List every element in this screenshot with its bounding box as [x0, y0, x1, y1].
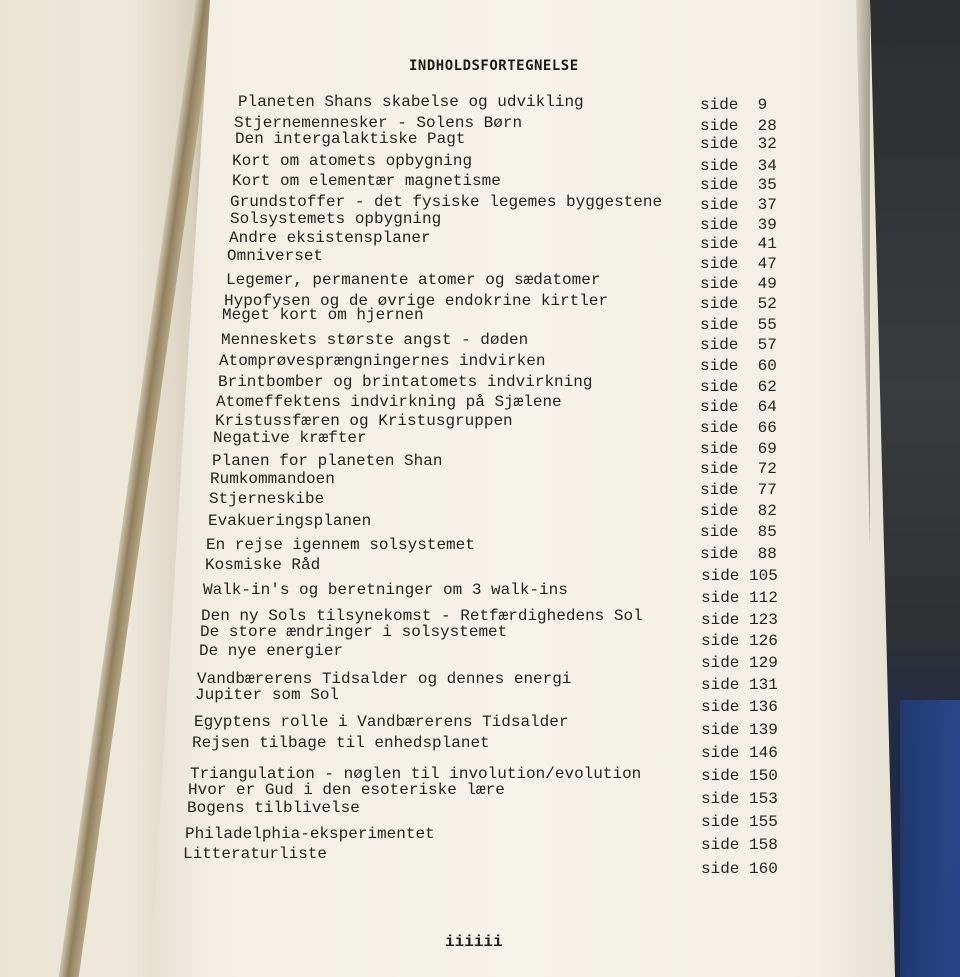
toc-entry-title: Grundstoffer - det fysiske legemes byggestene — [230, 193, 663, 211]
toc-entry-page: side 55 — [700, 316, 777, 334]
toc-entry-page: side 49 — [700, 275, 777, 293]
toc-entry-page: side 60 — [700, 357, 777, 375]
toc-entry-page: side 129 — [701, 654, 778, 672]
toc-entry-title: De store ændringer i solsystemet — [200, 623, 508, 641]
toc-entry-page: side 105 — [701, 567, 778, 585]
toc-entry-title: De nye energier — [199, 642, 344, 660]
toc-entry-title: Stjerneskibe — [209, 490, 325, 508]
toc-entry-title: Kort om atomets opbygning — [232, 152, 473, 170]
toc-entry-page: side 64 — [700, 398, 777, 416]
toc-entry-page: side 62 — [700, 378, 777, 396]
page-number-footer: iiiiii — [445, 933, 503, 951]
toc-entry-page: side 32 — [700, 135, 777, 153]
toc-entry-page: side 88 — [700, 545, 777, 563]
toc-entry-page: side 9 — [700, 96, 768, 114]
toc-entry-page: side 153 — [701, 790, 778, 808]
toc-entry-page: side 155 — [701, 813, 778, 831]
toc-entry-title: Philadelphia-eksperimentet — [185, 825, 435, 843]
toc-entry-title: Atomprøvesprængningernes indvirken — [219, 352, 546, 370]
toc-entry-title: Hvor er Gud i den esoteriske lære — [188, 781, 505, 799]
toc-entry-page: side 123 — [701, 611, 778, 629]
toc-entry-title: Andre eksistensplaner — [229, 229, 431, 247]
toc-entry-page: side 131 — [701, 676, 778, 694]
toc-entry-page: side 52 — [700, 295, 777, 313]
toc-entry-page: side 34 — [700, 157, 777, 175]
toc-entry-title: Kosmiske Råd — [205, 556, 321, 574]
toc-entry-page: side 47 — [700, 255, 777, 273]
contents-heading: INDHOLDSFORTEGNELSE — [409, 58, 579, 74]
toc-entry-title: Kort om elementær magnetisme — [232, 172, 501, 190]
toc-entry-page: side 158 — [701, 836, 778, 854]
toc-entry-title: Triangulation - nøglen til involution/evolution — [190, 765, 642, 783]
toc-entry-title: Planen for planeten Shan — [212, 452, 443, 470]
toc-entry-title: Rumkommandoen — [210, 470, 335, 488]
toc-entry-title: Jupiter som Sol — [195, 686, 340, 704]
toc-entry-title: Kristussfæren og Kristusgruppen — [215, 412, 513, 430]
toc-entry-page: side 136 — [701, 698, 778, 716]
toc-entry-title: Evakueringsplanen — [208, 512, 372, 530]
toc-entry-title: Hypofysen og de øvrige endokrine kirtler — [224, 292, 609, 310]
toc-entry-title: Bogens tilblivelse — [187, 799, 360, 817]
toc-entry-page: side 39 — [700, 216, 777, 234]
toc-entry-page: side 41 — [700, 235, 777, 253]
toc-entry-title: Brintbomber og brintatomets indvirkning — [218, 373, 593, 391]
toc-entry-title: Planeten Shans skabelse og udvikling — [238, 93, 584, 111]
toc-entry-title: Den intergalaktiske Pagt — [235, 130, 466, 148]
toc-entry-page: side 57 — [700, 336, 777, 354]
toc-entry-title: Stjernemennesker - Solens Børn — [234, 114, 523, 132]
toc-entry-title: Litteraturliste — [183, 845, 328, 863]
toc-entry-title: Negative kræfter — [213, 429, 367, 447]
toc-entry-page: side 77 — [700, 481, 777, 499]
toc-entry-page: side 160 — [701, 860, 778, 878]
toc-entry-title: Rejsen tilbage til enhedsplanet — [192, 734, 490, 752]
toc-entry-title: Omniverset — [227, 247, 324, 265]
toc-entry-title: Egyptens rolle i Vandbærerens Tidsalder — [194, 713, 569, 731]
toc-entry-title: Den ny Sols tilsynekomst - Retfærdighedens Sol — [201, 607, 643, 625]
toc-entry-page: side 82 — [700, 502, 777, 520]
toc-entry-page: side 69 — [700, 440, 777, 458]
toc-entry-page: side 126 — [701, 632, 778, 650]
toc-entry-page: side 139 — [701, 721, 778, 739]
toc-entry-page: side 37 — [700, 196, 777, 214]
background-blue-object — [900, 700, 960, 977]
toc-entry-title: Legemer, permanente atomer og sædatomer — [226, 271, 601, 289]
toc-entry-title: Menneskets største angst - døden — [221, 331, 529, 349]
toc-entry-page: side 85 — [700, 523, 777, 541]
toc-entry-page: side 35 — [700, 176, 777, 194]
toc-entry-title: Walk-in's og beretninger om 3 walk-ins — [203, 581, 568, 599]
toc-entry-title: Meget kort om hjernen — [222, 306, 424, 324]
toc-entry-page: side 66 — [700, 419, 777, 437]
toc-entry-page: side 28 — [700, 117, 777, 135]
toc-entry-page: side 72 — [700, 460, 777, 478]
toc-entry-title: Vandbærerens Tidsalder og dennes energi — [197, 670, 572, 688]
toc-entry-title: Solsystemets opbygning — [230, 210, 442, 228]
toc-entry-title: En rejse igennem solsystemet — [206, 536, 475, 554]
toc-entry-page: side 146 — [701, 744, 778, 762]
toc-entry-page: side 112 — [701, 589, 778, 607]
toc-entry-page: side 150 — [701, 767, 778, 785]
toc-entry-title: Atomeffektens indvirkning på Sjælene — [216, 393, 562, 411]
